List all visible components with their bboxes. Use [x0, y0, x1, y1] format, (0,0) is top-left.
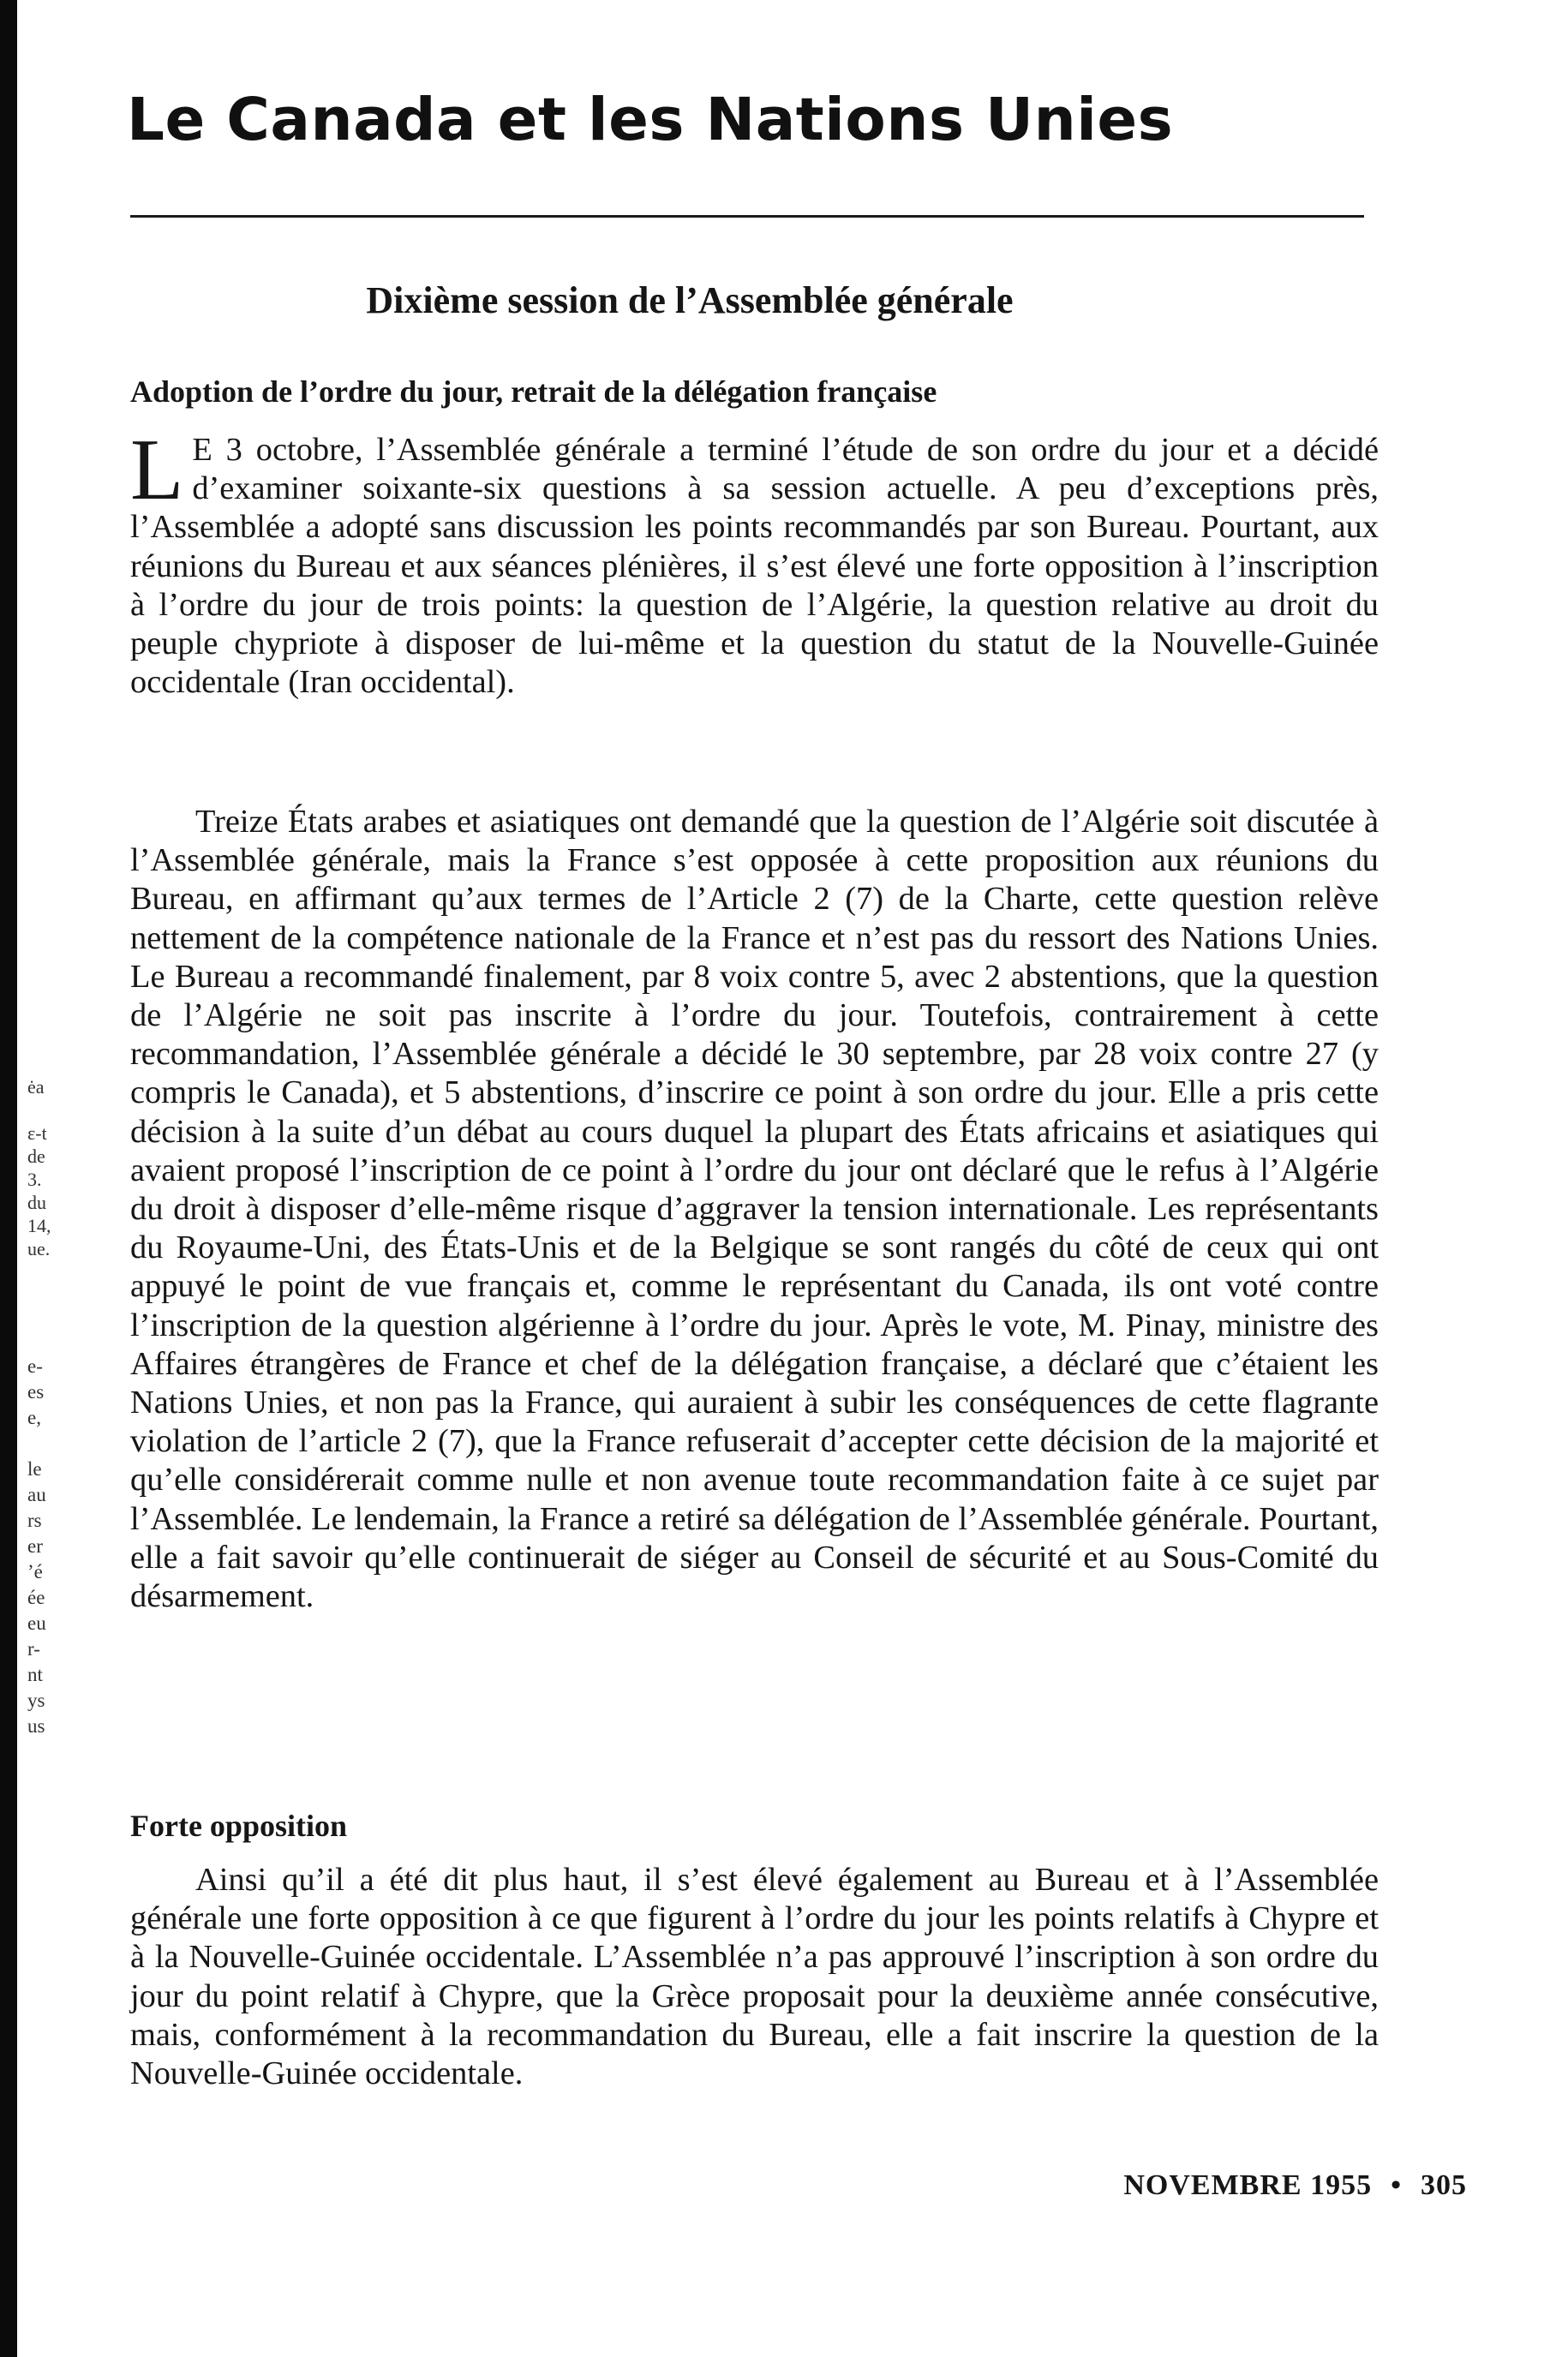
gutter-fragment: r-: [27, 1638, 40, 1660]
paragraph-intro: [130, 422, 1379, 702]
adjacent-page-fragments-upper: [27, 1075, 60, 1260]
gutter-fragment: er: [27, 1535, 43, 1557]
page-number: 305: [1421, 2169, 1467, 2201]
gutter-fragment: de: [27, 1146, 45, 1167]
gutter-fragment: [27, 1098, 60, 1122]
paragraph-algeria: Treize États arabes et asiatiques ont demandé que la question de l’Algérie soit discutée à l’Assemblée générale, mais la France s’est opposée à cette proposition aux réunions du Bureau, en affirmant qu’aux termes de l’Article 2 (7) de la Charte, cette question relève nettement de la compétence nationale de la France et n’est pas du ressort des Nations Unies. Le Bureau a recommandé finalement, par 8 voix contre 5, avec 2 abstentions, que la question de l’Algérie ne soit pas inscrite à l’ordre du jour. Toutefois, contrairement à cette recommandation, l’Assemblée générale a décidé le 30 septembre, par 28 voix contre 27 (y compris le Canada), et 5 abstentions, d’inscrire ce point à son ordre du jour. Elle a pris cette décision à la suite d’un débat au cours duquel la plupart des États africains et asiatiques qui avaient proposé l’inscription de ce point à l’ordre du jour ont déclaré que le refus à l’Algérie du droit à disposer d’elle-même risque d’aggraver la tension internationale. Les représentants du Royaume-Uni, des États-Unis et de la Belgique se sont rangés du côté de ceux qui ont appuyé le point de vue français et, comme le représentant du Canada, ils ont voté contre l’inscription de la question algérienne à l’ordre du jour. Après le vote, M. Pinay, ministre des Affaires étrangères de France et chef de la délégation française, a déclaré que c’étaient les Nations Unies, et non pas la France, qui auraient à subir les conséquences de cette flagrante violation de l’article 2 (7), que la France refuserait d’accepter cette décision de la majorité et qu’elle considérerait comme nulle et non avenue toute recommandation faite à ce sujet par l’Assemblée. Le lendemain, la France a retiré sa délégation de l’Assemblée générale. Pourtant, elle a fait savoir qu’elle continuerait de siéger au Conseil de sécurité et au Sous-Comité du désarmement.: [130, 804, 1379, 1615]
gutter-fragment: e,: [27, 1407, 41, 1428]
section-heading-adoption: Adoption de l’ordre du jour, retrait de la délégation française: [130, 374, 937, 409]
gutter-fragment: ’é: [27, 1561, 43, 1582]
page-header-title: Le Canada et les Nations Unies: [127, 86, 1174, 154]
paragraph-intro-text: E 3 octobre, l’Assemblée générale a terminé l’étude de son ordre du jour et a décidé d’examiner soixante-six questions à sa session actuelle. A peu d’exceptions près, l’Assemblée a adopté sans discussion les points recommandés par son Bureau. Pourtant, aux réunions du Bureau et aux séances plénières, il s’est élevé une forte opposition à l’inscription à l’ordre du jour de trois points: la question de l’Algérie, la question relative au droit du peuple chypriote à disposer de lui-même et la question du statut de la Nouvelle-Guinée occidentale (Iran occidental).: [130, 432, 1379, 701]
article-title: Dixième session de l’Assemblée générale: [366, 279, 1014, 321]
page-footer: [1123, 2169, 1467, 2202]
drop-cap: L: [130, 422, 184, 518]
header-divider: [130, 215, 1364, 218]
footer-separator: •: [1391, 2169, 1402, 2201]
gutter-fragment: es: [27, 1381, 45, 1403]
gutter-fragment: ys: [27, 1690, 45, 1711]
gutter-fragment: e-: [27, 1355, 43, 1377]
paragraph-forte-opposition: Ainsi qu’il a été dit plus haut, il s’est élevé également au Bureau et à l’Assemblée générale une forte opposition à ce que figurent à l’ordre du jour les points relatifs à Chypre et à la Nouvelle-Guinée occidentale. L’Assemblée n’a pas approuvé l’inscription à son ordre du jour du point relatif à Chypre, que la Grèce proposait pour la deuxième année consécutive, mais, conformément à la recommandation du Bureau, elle a fait inscrire la question de la Nouvelle-Guinée occidentale.: [130, 1862, 1379, 2092]
gutter-fragment: nt: [27, 1664, 43, 1685]
gutter-fragment: [27, 1431, 60, 1457]
gutter-fragment: eu: [27, 1612, 46, 1634]
gutter-fragment: 3.: [27, 1169, 42, 1190]
gutter-fragment: us: [27, 1715, 45, 1737]
section-heading-forte-opposition: Forte opposition: [130, 1809, 348, 1843]
gutter-fragment: 14,: [27, 1215, 51, 1236]
adjacent-page-fragments-lower: [27, 1354, 60, 1739]
footer-issue-date: NOVEMBRE 1955: [1123, 2169, 1373, 2201]
gutter-fragment: ue.: [27, 1238, 51, 1259]
gutter-fragment: rs: [27, 1510, 42, 1531]
gutter-fragment: ée: [27, 1587, 45, 1608]
gutter-fragment: ėa: [27, 1076, 45, 1098]
gutter-fragment: le: [27, 1458, 42, 1480]
gutter-fragment: ɛ-t: [27, 1122, 47, 1144]
gutter-fragment: du: [27, 1192, 46, 1213]
page-binding-edge: [0, 0, 17, 2357]
gutter-fragment: au: [27, 1484, 46, 1505]
